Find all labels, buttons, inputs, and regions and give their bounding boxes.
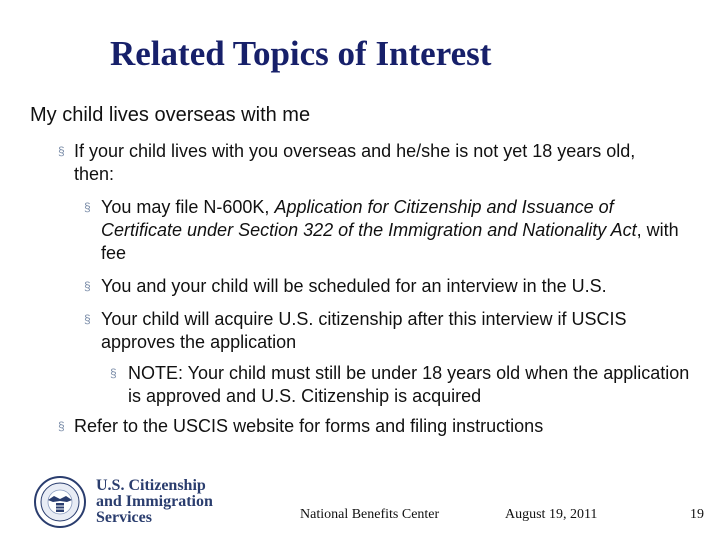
bullet-text-post: , with fee (101, 220, 679, 263)
bullet-marker: § (84, 279, 91, 293)
form-title: Application for Citizenship and Issuance of Certificate under Section 322 of the Immigration and Nationality Act (101, 197, 637, 240)
bullet-marker: § (84, 312, 91, 326)
bullet-under-18 (58, 140, 678, 186)
uscis-wordmark (96, 478, 213, 526)
slide-footer (0, 460, 720, 540)
section-heading: My child lives overseas with me (30, 104, 311, 126)
bullet-marker: § (58, 419, 65, 433)
bullet-text: Refer to the USCIS website for forms and filing instructions (74, 416, 544, 436)
bullet-interview (84, 275, 694, 298)
bullet-text: If your child lives with you overseas and he/she is not yet 18 years old, then: (74, 141, 636, 184)
bullet-text: Your child will acquire U.S. citizenship after this interview if USCIS approves the application (101, 309, 627, 352)
page-number: 19 (690, 507, 704, 522)
bullet-text (84, 196, 694, 265)
bullet-marker: § (110, 366, 117, 380)
logo-line-3: Services (96, 509, 152, 526)
bullet-note (110, 362, 700, 408)
bullet-text-pre: You may file N-600K, (101, 197, 275, 217)
footer-center: National Benefits Center (300, 507, 440, 522)
bullet-text: You and your child will be scheduled for an interview in the U.S. (101, 276, 607, 296)
footer-date: August 19, 2011 (505, 507, 598, 522)
logo-line-2: and Immigration (96, 493, 213, 510)
logo-line-1: U.S. Citizenship (96, 477, 206, 494)
bullet-file-n600k (84, 196, 694, 265)
bullet-refer-website (58, 415, 678, 438)
bullet-marker: § (58, 144, 65, 158)
slide-title: Related Topics of Interest (110, 34, 492, 73)
bullet-acquire-citizenship (84, 308, 694, 354)
bullet-text: NOTE: Your child must still be under 18 years old when the application is approved and U.S. Citizenship is acquired (128, 363, 690, 406)
bullet-marker: § (84, 200, 91, 214)
dhs-seal-icon (34, 476, 86, 528)
